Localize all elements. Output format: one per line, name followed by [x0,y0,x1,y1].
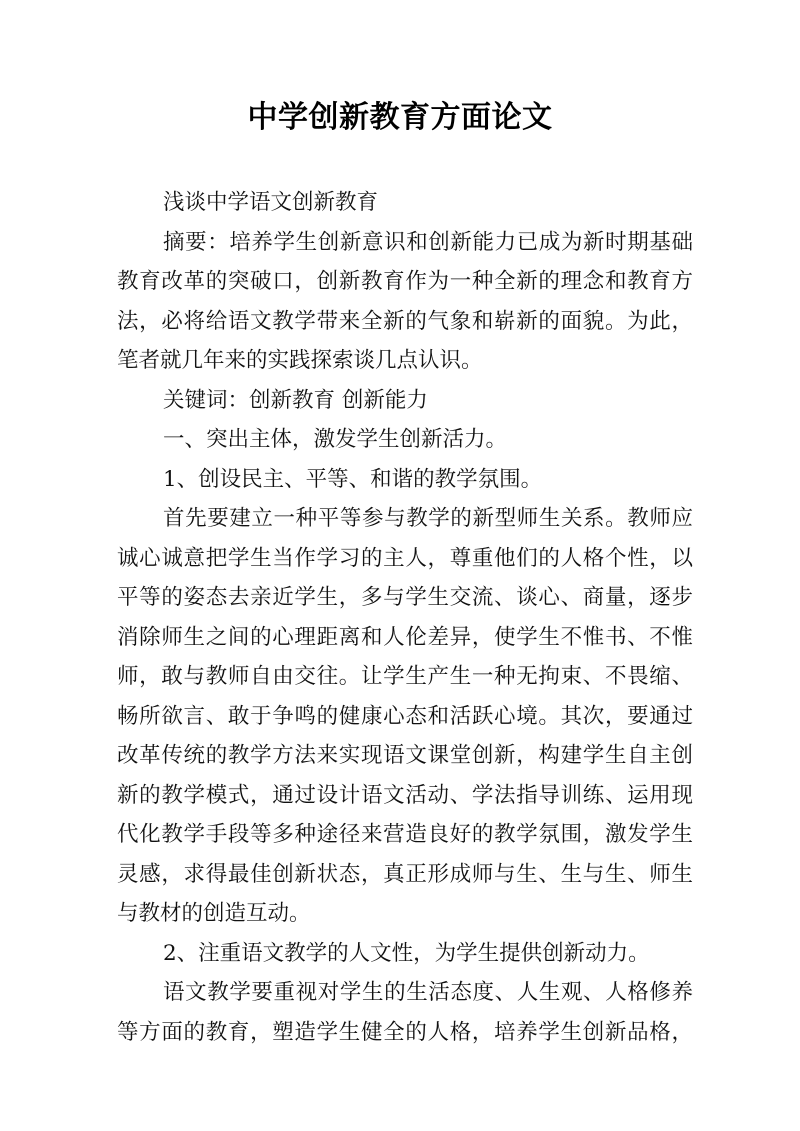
body-line: 平等的姿态去亲近学生，多与学生交流、谈心、商量，逐步 [117,585,693,610]
body-line: 代化教学手段等多种途径来营造良好的教学氛围，激发学生 [117,822,693,847]
body-line: 关键词：创新教育 创新能力 [163,387,428,413]
body-line: 新的教学模式，通过设计语文活动、学法指导训练、运用现 [117,782,693,808]
body-line: 摘要：培养学生创新意识和创新能力已成为新时期基础 [163,229,693,255]
body-line: 2、注重语文教学的人文性，为学生提供创新动力。 [163,940,650,966]
body-line: 灵感，求得最佳创新状态，真正形成师与生、生与生、师生 [117,861,693,887]
body-line: 等方面的教育，塑造学生健全的人格，培养学生创新品格， [117,1019,693,1045]
body-line: 语文教学要重视对学生的生活态度、人生观、人格修养 [163,980,693,1005]
body-line: 师，敢与教师自由交往。让学生产生一种无拘束、不畏缩、 [117,664,693,689]
body-line: 畅所欲言、敢于争鸣的健康心态和活跃心境。其次，要通过 [117,703,693,729]
body-line: 消除师生之间的心理距离和人伦差异，使学生不惟书、不惟 [117,624,693,650]
body-line: 首先要建立一种平等参与教学的新型师生关系。教师应 [163,506,693,531]
body-line: 改革传统的教学方法来实现语文课堂创新，构建学生自主创 [117,743,693,768]
body-line: 1、创设民主、平等、和谐的教学氛围。 [163,466,543,492]
body-line: 教育改革的突破口，创新教育作为一种全新的理念和教育方 [117,269,693,294]
body-line: 与教材的创造互动。 [117,901,311,926]
body-line: 法，必将给语文教学带来全新的气象和崭新的面貌。为此， [117,308,693,334]
document-title: 中学创新教育方面论文 [247,100,553,135]
body-line: 诚心诚意把学生当作学习的主人，尊重他们的人格个性，以 [117,545,693,571]
body-line: 笔者就几年来的实践探索谈几点认识。 [117,348,483,373]
body-line: 浅谈中学语文创新教育 [163,190,379,215]
document-body [117,183,693,1052]
body-line: 一、突出主体，激发学生创新活力。 [163,427,508,452]
